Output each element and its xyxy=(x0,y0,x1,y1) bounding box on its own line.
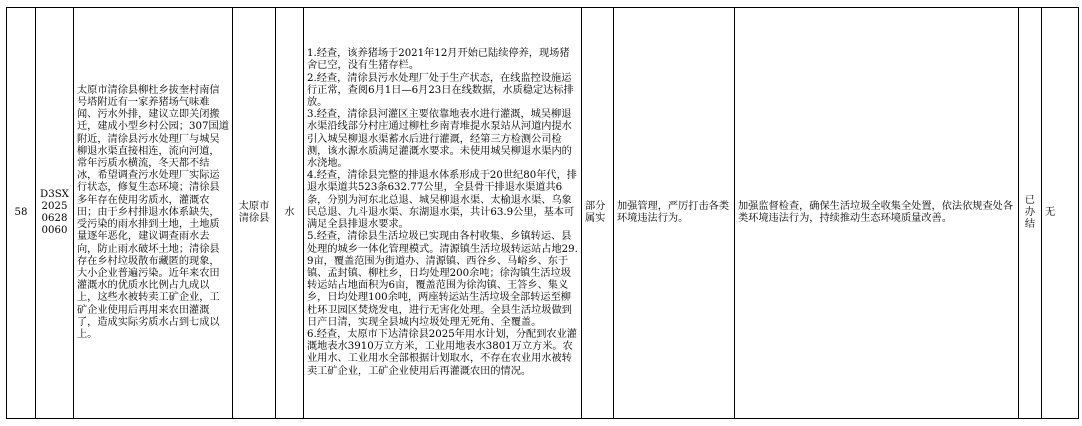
complaint-table xyxy=(6,7,1079,419)
rectification-cell: 加强管理，严厉打击各类环境违法行为。 xyxy=(614,8,735,419)
status-cell: 已办结 xyxy=(1019,8,1042,419)
measures-cell: 加强监督检查，确保生活垃圾全收集全处置，依法依规查处各类环境违法行为，持续推动生态环境质量改善。 xyxy=(735,8,1019,419)
case-id-cell: D3SX202506280060 xyxy=(36,8,74,419)
table-row xyxy=(7,8,1079,419)
investigation-findings-cell: 1.经查，该养猪场于2021年12月开始已陆续停养，现场猪舍已空，没有生猪存栏。 2.经查，清徐县污水处理厂处于生产状态，在线监控设施运行正常，查阅6月1日—6月23日在线数据，水质稳定达标排放。 3.经查，清徐县河灌区主要依靠地表水进行灌溉，城吴柳退水渠沿线部分村庄通过柳杜乡南青堆提水泵站从河道内提水引入城吴柳退水渠蓄水后进行灌溉，经第三方检测公司检测，该水源水质满足灌溉水要求。未使用城吴柳退水渠内的水浇地。 4.经查，清徐县完整的排退水体系形成于20世纪80年代，排退水渠道共523条632.77公里，全县骨干排退水渠道共6条，分别为河东北总退、城吴柳退水渠、太榆退水渠、乌象民总退、九斗退水渠、东湖退水渠，共计63.9公里，基本可满足全县排退水要求。 5.经查，清徐县生活垃圾已实现由各村收集、乡镇转运、县处理的城乡一体化管理模式。清源镇生活垃圾转运站占地29.9亩，覆盖范围为街道办、清源镇、西谷乡、马峪乡、东于镇、孟封镇、柳杜乡，日均处理200余吨；徐沟镇生活垃圾转运站占地面积为6亩，覆盖范围为徐沟镇、王答乡、集义乡，日均处理100余吨，两座转运站生活垃圾全部转运至柳杜环卫园区焚烧发电，进行无害化处理。全县生活垃圾做到日产日清，实现全县城内垃圾处理无死角、全覆盖。 6.经查，太原市下达清徐县2025年用水计划，分配到农业灌溉地表水3910万立方米，工业用地表水3801万立方米。农业用水、工业用水全部根据计划取水，不存在农业用水被转卖工矿企业，工矿企业使用后再灌溉农田的情况。 xyxy=(304,8,582,419)
verdict-cell: 部分属实 xyxy=(582,8,614,419)
complaint-content-cell: 太原市清徐县柳杜乡拔奎村南信号塔附近有一家养猪场气味难闻、污水外排，建议立即关闭搬迁，建成小型乡村公园；307国道附近，清徐县污水处理厂与城吴柳退水渠直接相连，流向河道，常年污质水横流，冬天都不结冰，希望调查污水处理厂实际运行状态，修复生态环境；清徐县多年存在使用劣质水，灌溉农田；由于乡村排退水体系缺失，受污染的雨水排到土地，土地质量逐年恶化，建议调查雨水去向，防止雨水破坏土地；清徐县存在乡村垃圾散布藏匿的现象，大小企业普遍污染。近年来农田灌溉水的优质水比例占九成以上，这些水被转卖工矿企业，工矿企业使用后再用来农田灌溉了，造成实际劣质水占到七成以上。 xyxy=(74,8,233,419)
accountability-cell: 无 xyxy=(1042,8,1079,419)
city-cell: 太原市清徐县 xyxy=(233,8,276,419)
category-cell: 水 xyxy=(276,8,304,419)
row-index-cell: 58 xyxy=(7,8,36,419)
